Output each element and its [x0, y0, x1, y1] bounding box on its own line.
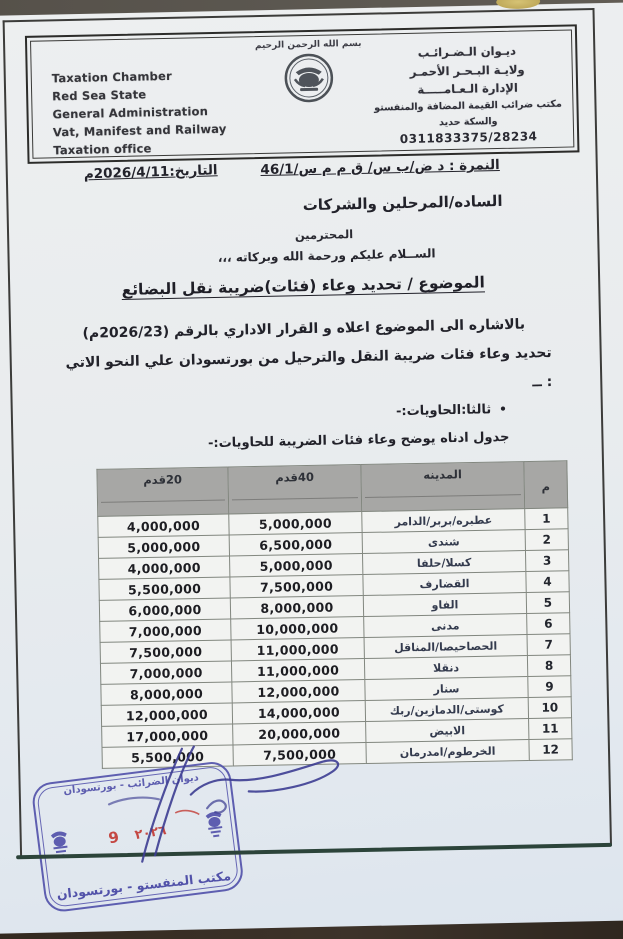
fee-40ft-cell: 12,000,000 — [232, 680, 365, 703]
fee-40ft-cell: 8,000,000 — [230, 596, 363, 619]
city-cell: القضارف — [363, 572, 526, 596]
row-number-cell: 8 — [527, 655, 570, 677]
city-cell: دنقلا — [364, 656, 527, 680]
letterhead-en-line: Vat, Manifest and Railway Taxation office — [52, 121, 227, 158]
subject-line: الموضوع / تحديد وعاء (فئات)ضريبة نقل البضائع — [121, 273, 485, 299]
fee-20ft-cell: 4,000,000 — [99, 556, 230, 579]
fee-40ft-cell: 11,000,000 — [231, 638, 364, 661]
fee-40ft-cell: 5,000,000 — [229, 512, 362, 535]
bullet-dot-icon: • — [499, 401, 507, 417]
row-number-cell: 2 — [525, 529, 568, 551]
letterhead-center — [248, 37, 370, 151]
fee-20ft-cell: 17,000,000 — [102, 724, 233, 747]
letterhead-ar-line: الإدارة الـعـامـــــة — [417, 80, 518, 97]
addressee-line: الساده/المرحلين والشركات — [302, 191, 503, 215]
letter-date: التاريخ:2026/4/11م — [83, 162, 218, 183]
fee-20ft-cell: 6,000,000 — [99, 598, 230, 621]
stamp-date-year: ٢٠٢٦ — [133, 823, 168, 844]
body-line: بالاشاره الى الموضوع اعلاه و القرار الاداري بالرقم (2026/23م) — [82, 316, 526, 342]
fee-40ft-cell: 7,500,000 — [233, 743, 366, 766]
row-number-cell: 9 — [528, 676, 571, 698]
table-header-row — [97, 461, 568, 517]
fee-40ft-cell: 7,500,000 — [230, 575, 363, 598]
row-number-cell: 1 — [525, 508, 568, 530]
column-header-3: 20قدم — [97, 467, 229, 516]
fee-20ft-cell: 5,000,000 — [98, 535, 229, 558]
city-cell: كوستى/الدمازين/ربك — [365, 698, 528, 722]
fee-40ft-cell: 20,000,000 — [233, 722, 366, 745]
letterhead-ar-line: مكتب ضرائب القيمة المضافة والمنفستو والسكة حديد — [374, 98, 562, 128]
table-caption: جدول ادناه يوضح وعاء فئات الضريبة للحاويات:- — [207, 429, 510, 452]
row-number-cell: 11 — [529, 718, 572, 740]
letterhead-en-line: General Administration — [52, 104, 209, 122]
containers-bullet-label: ثالثا:الحاويات:- — [395, 402, 492, 420]
table-body — [98, 508, 573, 769]
stamp-date-day: 9 — [107, 827, 121, 848]
letterhead-arabic — [368, 33, 571, 149]
body-line: : ــ — [532, 373, 553, 391]
stamp-office-name: مكتب المنفستو - بورتسودان — [55, 867, 232, 902]
container-fees-table — [96, 460, 572, 769]
row-number-cell: 7 — [527, 634, 570, 656]
reference-number: النمرة : د ض/ب س/ ق م م س/46/1 — [260, 157, 500, 179]
column-header-2: 40قدم — [228, 465, 362, 514]
row-number-cell: 4 — [526, 571, 569, 593]
letter-body — [49, 310, 553, 407]
fee-40ft-cell: 10,000,000 — [231, 617, 364, 640]
city-cell: الخرطوم/امدرمان — [366, 740, 529, 764]
letterhead-box — [25, 24, 580, 164]
city-cell: الفاو — [363, 593, 526, 617]
city-cell: الابيض — [366, 719, 529, 743]
city-cell: شندى — [362, 530, 525, 554]
city-cell: مدنى — [364, 614, 527, 638]
handwritten-signature — [78, 739, 350, 865]
office-phone-number: 0311833375/28234 — [399, 128, 538, 146]
fee-40ft-cell: 6,500,000 — [229, 533, 362, 556]
fee-20ft-cell: 8,000,000 — [101, 682, 232, 705]
city-cell: سنار — [365, 677, 528, 701]
row-number-cell: 10 — [528, 697, 571, 719]
greeting-line: الســلام عليكم ورحمة الله وبركاته ،،، — [217, 246, 436, 265]
body-line: تحديد وعاء فئات ضريبة النقل والترحيل من بورتسودان علي النحو الاتي — [65, 344, 552, 372]
fee-20ft-cell: 4,000,000 — [98, 514, 229, 537]
row-number-cell: 5 — [526, 592, 569, 614]
fee-40ft-cell: 14,000,000 — [232, 701, 365, 724]
fee-20ft-cell: 7,500,000 — [100, 640, 231, 663]
letterhead-ar-line: ديـوان الـضـرائـب — [417, 43, 517, 60]
column-header-1: المدينه — [361, 462, 525, 512]
fee-40ft-cell: 5,000,000 — [230, 554, 363, 577]
fee-20ft-cell: 7,000,000 — [100, 619, 231, 642]
city-cell: كسلا/حلفا — [362, 551, 525, 575]
letterhead-en-line: Red Sea State — [52, 87, 147, 104]
fee-20ft-cell: 12,000,000 — [101, 703, 232, 726]
letterhead-ar-line: ولايـة البـحـر الأحمـر — [409, 61, 525, 79]
fee-40ft-cell: 11,000,000 — [231, 659, 364, 682]
column-header-0: م — [524, 461, 568, 509]
honorific-line: المحترمين — [294, 227, 354, 243]
fee-20ft-cell: 5,500,000 — [99, 577, 230, 600]
letterhead-english — [33, 39, 250, 158]
row-number-cell: 3 — [525, 550, 568, 572]
row-number-cell: 12 — [529, 739, 572, 761]
row-number-cell: 6 — [527, 613, 570, 635]
letterhead-en-line: Taxation Chamber — [51, 68, 173, 86]
city-cell: عطبره/بربر/الدامر — [362, 509, 525, 533]
container-fees-table-wrap — [96, 460, 572, 769]
containers-bullet — [396, 402, 507, 419]
city-cell: الحصاحيصا/المناقل — [364, 635, 527, 659]
fee-20ft-cell: 7,000,000 — [100, 661, 231, 684]
stamp-top-text: ديوان الضرائب - بورتسودان — [63, 772, 200, 797]
taxation-eagle-seal-icon — [282, 51, 335, 104]
bismillah-text: بسم الله الرحمن الرحيم — [254, 38, 362, 52]
fee-20ft-cell: 5,500,000 — [102, 745, 233, 768]
